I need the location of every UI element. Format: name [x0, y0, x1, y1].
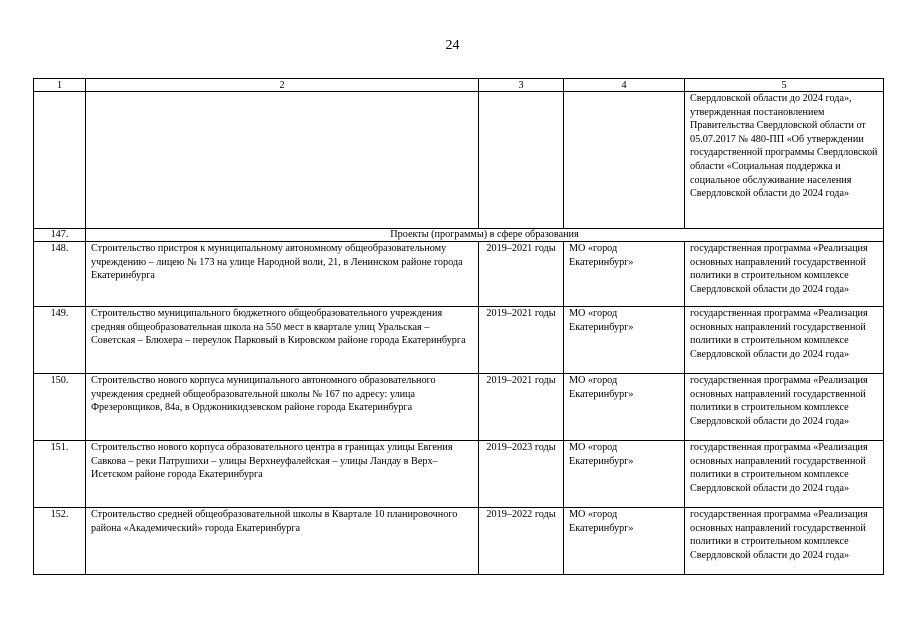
table-row — [34, 307, 884, 374]
row-project-name: Строительство нового корпуса образовательного центра в границах улицы Евгения Савкова – реки Патрушихи – улицы Верхнеуфалейская – улицы Ландау в Верх–Исетском районе города Екатеринбурга — [86, 441, 479, 508]
continuation-name-cell — [86, 92, 479, 229]
row-project-name: Строительство средней общеобразовательной школы в Квартале 10 планировочного района «Академический» города Екатеринбурга — [86, 508, 479, 575]
section-title: Проекты (программы) в сфере образования — [86, 229, 884, 242]
row-years: 2019–2023 годы — [479, 441, 564, 508]
row-executor: МО «город Екатеринбург» — [564, 508, 685, 575]
row-program: государственная программа «Реализация основных направлений государственной политики в строительном комплексе Свердловской области до 2024 года» — [685, 242, 884, 307]
continuation-program-cell: Свердловской области до 2024 года», утвержденная постановлением Правительства Свердловской области от 05.07.2017 № 480-ПП «Об утверждении государственной программы Свердловской области «Социальная поддержка и социальное обслуживание населения Свердловской области до 2024 года» — [685, 92, 884, 229]
column-header-1: 1 — [34, 79, 86, 92]
row-years: 2019–2021 годы — [479, 242, 564, 307]
column-header-4: 4 — [564, 79, 685, 92]
page-number: 24 — [445, 38, 460, 53]
column-header-2: 2 — [86, 79, 479, 92]
row-program: государственная программа «Реализация основных направлений государственной политики в строительном комплексе Свердловской области до 2024 года» — [685, 307, 884, 374]
row-program: государственная программа «Реализация основных направлений государственной политики в строительном комплексе Свердловской области до 2024 года» — [685, 508, 884, 575]
row-years: 2019–2021 годы — [479, 374, 564, 441]
row-executor: МО «город Екатеринбург» — [564, 441, 685, 508]
row-num: 149. — [34, 307, 86, 374]
row-project-name: Строительство нового корпуса муниципального автономного образовательного учреждения средней общеобразовательной школы № 167 по адресу: улица Фрезеровщиков, 84а, в Орджоникидзевском районе города Екатеринбурга — [86, 374, 479, 441]
column-header-5: 5 — [685, 79, 884, 92]
continuation-executor-cell — [564, 92, 685, 229]
row-executor: МО «город Екатеринбург» — [564, 374, 685, 441]
row-num: 150. — [34, 374, 86, 441]
row-project-name: Строительство пристроя к муниципальному автономному общеобразовательному учреждению – лицею № 173 на улице Народной воли, 21, в Ленинском районе города Екатеринбурга — [86, 242, 479, 307]
row-project-name: Строительство муниципального бюджетного общеобразовательного учреждения средняя общеобразовательная школа на 550 мест в квартале улиц Уральская – Советская – Блюхера – переулок Парковый в Кировском районе города Екатеринбурга — [86, 307, 479, 374]
projects-table — [33, 78, 884, 575]
table-header-row — [34, 79, 884, 92]
table-row — [34, 508, 884, 575]
row-num: 152. — [34, 508, 86, 575]
row-executor: МО «город Екатеринбург» — [564, 242, 685, 307]
row-years: 2019–2021 годы — [479, 307, 564, 374]
row-executor: МО «город Екатеринбург» — [564, 307, 685, 374]
row-program: государственная программа «Реализация основных направлений государственной политики в строительном комплексе Свердловской области до 2024 года» — [685, 441, 884, 508]
row-num: 151. — [34, 441, 86, 508]
section-row — [34, 229, 884, 242]
continuation-row — [34, 92, 884, 229]
row-program: государственная программа «Реализация основных направлений государственной политики в строительном комплексе Свердловской области до 2024 года» — [685, 374, 884, 441]
row-years: 2019–2022 годы — [479, 508, 564, 575]
continuation-num-cell — [34, 92, 86, 229]
column-header-3: 3 — [479, 79, 564, 92]
section-num: 147. — [34, 229, 86, 242]
table-row — [34, 374, 884, 441]
table-row — [34, 441, 884, 508]
table-row — [34, 242, 884, 307]
continuation-years-cell — [479, 92, 564, 229]
row-num: 148. — [34, 242, 86, 307]
